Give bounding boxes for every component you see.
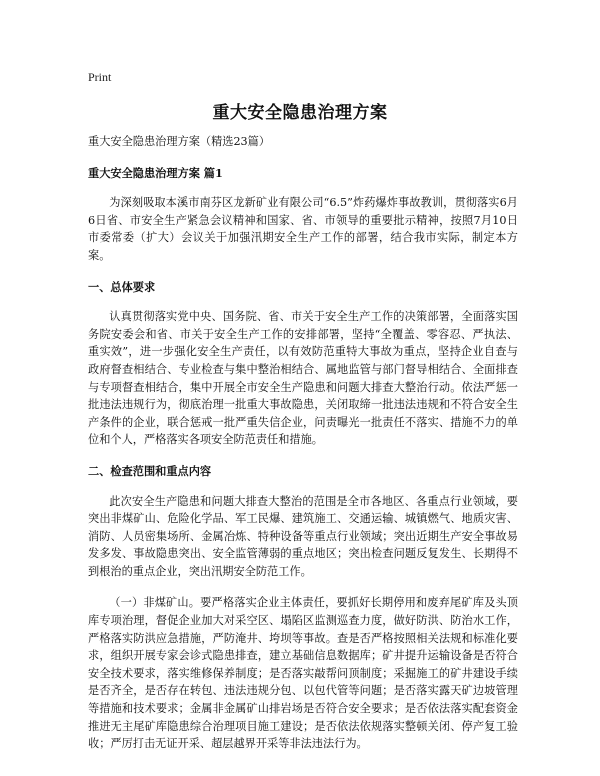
- document-body: [88, 133, 518, 767]
- scope-paragraph: 此次安全生产隐患和问题大排查大整治的范围是全市各地区、各重点行业领域，要突出非煤矿山、危险化学品、军工民爆、建筑施工、交通运输、城镇燃气、地质灾害、消防、人员密集场所、金属冶炼、特种设备等重点行业领域；突出近期生产安全事故易发多发、事故隐患突出、安全监管薄弱的重点地区；突出检查问题反复发生、长期得不到根治的重点企业，突出汛期安全防范工作。: [88, 494, 518, 578]
- document-subtitle: 重大安全隐患治理方案（精选23篇）: [88, 135, 271, 148]
- non-coal-mines-paragraph: （一）非煤矿山。要严格落实企业主体责任，要抓好长期停用和废弃尾矿库及头顶库专项治理，督促企业加大对采空区、塌陷区监测巡查力度，做好防洪、防治水工作，严格落实防洪应急措施，严防淹井、垮坝等事故。查是否严格按照相关法规和标准化要求，组织开展专家会诊式隐患排查，建立基础信息数据库；矿井提升运输设备是否符合安全技术要求，落实维修保养制度；是否落实敲帮问顶制度；采掘施工的矿井建设手续是否齐全，是否存在转包、违法违规分包、以包代管等问题；是否落实露天矿边坡管理等措施和技术要求；金属非金属矿山排岩场是否符合安全要求；是否依法落实配套资金推进无主尾矿库隐患综合治理项目施工建设；是否依法依规落实整顿关闭、停产复工验收；严厉打击无证开采、超层越界开采等非法违法行为。: [88, 596, 518, 751]
- print-label: Print: [88, 70, 112, 84]
- section-heading-general-requirements: 一、总体要求: [88, 279, 156, 294]
- general-requirements-paragraph: 认真贯彻落实党中央、国务院、省、市关于安全生产工作的决策部署，全面落实国务院安委会和省、市关于安全生产工作的安排部署，坚持“全覆盖、零容忍、严执法、重实效”，进一步强化安全生产责任，以有效防范重特大事故为重点，坚持企业自查与政府督查相结合、专业检查与集中整治相结合、属地监管与部门督导相结合、全面排查与专项督查相结合，集中开展全市安全生产隐患和问题大排查大整治行动。依法严惩一批违法违规行为，彻底治理一批重大事故隐患，关闭取缔一批违法违规和不符合安全生产条件的企业，联合惩戒一批严重失信企业，问责曝光一批责任不落实、措施不力的单位和个人，严格落实各项安全防范责任和措施。: [88, 310, 518, 447]
- intro-paragraph: 为深刻吸取本溪市南芬区龙新矿业有限公司“6.5”炸药爆炸事故教训，贯彻落实6月6日省、市安全生产紧急会议精神和国家、省、市领导的重要批示精神，按照7月10日市委常委（扩大）会议关于加强汛期安全生产工作的部署，结合我市实际，制定本方案。: [88, 196, 518, 262]
- article-heading: 重大安全隐患治理方案 篇1: [88, 165, 223, 180]
- page-title: 重大安全隐患治理方案: [212, 103, 388, 123]
- section-heading-scope: 二、检查范围和重点内容: [88, 463, 212, 478]
